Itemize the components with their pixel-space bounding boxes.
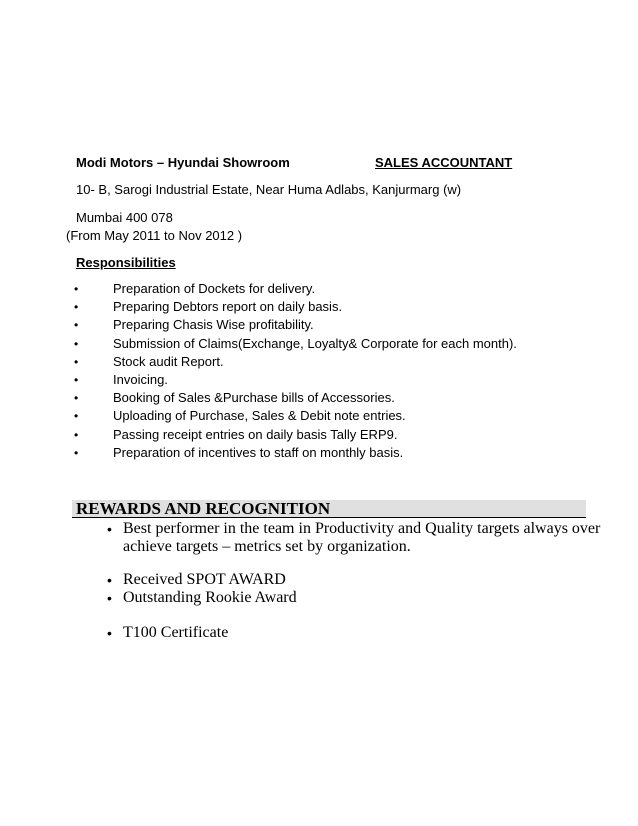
- bullet-icon: •: [74, 354, 79, 369]
- responsibility-text: Preparation of incentives to staff on monthly basis.: [113, 444, 404, 460]
- reward-text: Best performer in the team in Productivity and Quality targets always over: [123, 520, 601, 537]
- bullet-icon: •: [107, 521, 112, 537]
- reward-text: Received SPOT AWARD: [123, 571, 286, 588]
- bullet-icon: •: [107, 590, 112, 606]
- responsibility-text: Preparing Debtors report on daily basis.: [113, 299, 343, 315]
- rewards-section-header: [72, 500, 586, 518]
- responsibility-text: Stock audit Report.: [113, 353, 224, 369]
- reward-text: Outstanding Rookie Award: [123, 589, 297, 606]
- address-line-2: Mumbai 400 078: [76, 210, 173, 225]
- responsibility-text: Preparation of Dockets for delivery.: [113, 281, 316, 296]
- responsibility-text: Passing receipt entries on daily basis Tally ERP9.: [113, 426, 398, 442]
- reward-text-continued: achieve targets – metrics set by organization.: [123, 538, 411, 555]
- bullet-icon: •: [74, 282, 79, 296]
- bullet-icon: •: [74, 409, 79, 424]
- bullet-icon: •: [107, 572, 112, 588]
- bullet-icon: •: [74, 427, 79, 442]
- bullet-icon: •: [74, 391, 79, 406]
- responsibility-text: Uploading of Purchase, Sales & Debit note entries.: [113, 408, 406, 424]
- responsibility-text: Submission of Claims(Exchange, Loyalty& Corporate for each month).: [113, 335, 517, 351]
- employment-period: (From May 2011 to Nov 2012 ): [66, 228, 243, 243]
- responsibility-text: Preparing Chasis Wise profitability.: [113, 317, 314, 333]
- bullet-icon: •: [74, 445, 79, 460]
- bullet-icon: •: [74, 318, 79, 333]
- rewards-heading: REWARDS AND RECOGNITION: [76, 499, 331, 518]
- responsibility-text: Booking of Sales &Purchase bills of Accessories.: [113, 390, 395, 406]
- address-line-1: 10- B, Sarogi Industrial Estate, Near Huma Adlabs, Kanjurmarg (w): [76, 182, 462, 197]
- bullet-icon: •: [107, 625, 112, 641]
- reward-text: T100 Certificate: [123, 624, 229, 641]
- responsibility-text: Invoicing.: [113, 371, 168, 387]
- bullet-icon: •: [74, 300, 79, 315]
- bullet-icon: •: [74, 372, 79, 387]
- job-title: SALES ACCOUNTANT: [375, 155, 513, 170]
- responsibilities-heading: Responsibilities: [76, 255, 176, 270]
- bullet-icon: •: [74, 336, 79, 351]
- company-name: Modi Motors – Hyundai Showroom: [76, 155, 290, 170]
